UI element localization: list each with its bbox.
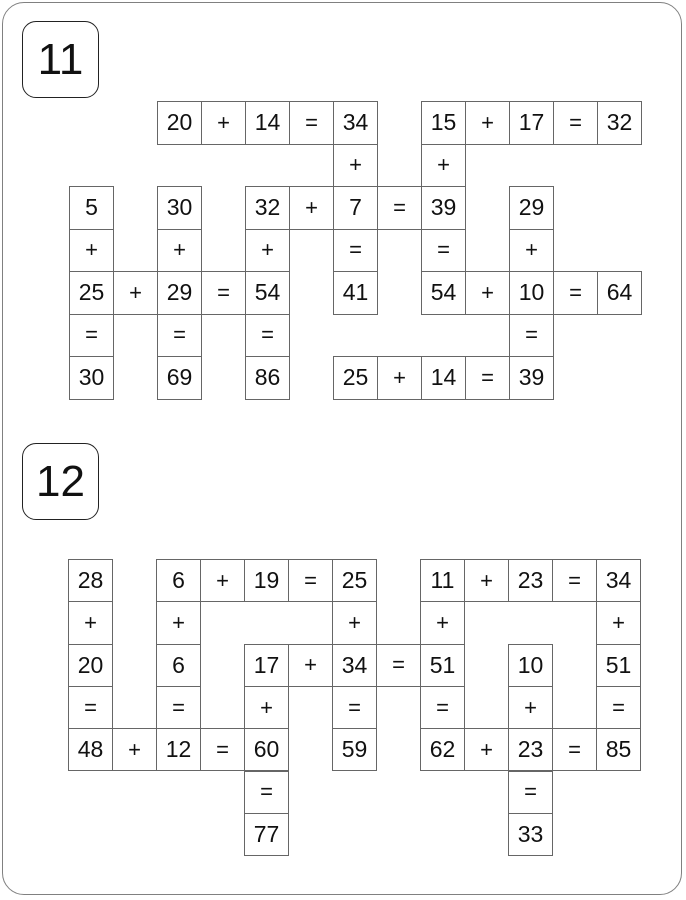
equals-operator-cell: = xyxy=(508,771,553,814)
equals-operator-cell: = xyxy=(377,186,422,230)
plus-operator-cell: + xyxy=(244,686,289,729)
equals-operator-cell: = xyxy=(596,686,641,729)
plus-operator-cell: + xyxy=(288,644,333,687)
number-cell[interactable]: 5 xyxy=(69,186,114,230)
plus-operator-cell: + xyxy=(508,686,553,729)
number-cell[interactable]: 30 xyxy=(157,186,202,230)
number-cell[interactable]: 23 xyxy=(508,559,553,602)
plus-operator-cell: + xyxy=(465,101,510,145)
number-cell[interactable]: 86 xyxy=(245,356,290,400)
plus-operator-cell: + xyxy=(420,601,465,644)
plus-operator-cell: + xyxy=(465,271,510,315)
equals-operator-cell: = xyxy=(156,686,201,729)
plus-operator-cell: + xyxy=(68,601,113,644)
plus-operator-cell: + xyxy=(332,601,377,644)
number-cell[interactable]: 60 xyxy=(244,728,289,771)
equals-operator-cell: = xyxy=(245,314,290,358)
number-cell[interactable]: 77 xyxy=(244,813,289,856)
number-cell[interactable]: 28 xyxy=(68,559,113,602)
number-cell[interactable]: 14 xyxy=(421,356,466,400)
plus-operator-cell: + xyxy=(156,601,201,644)
equals-operator-cell: = xyxy=(553,271,598,315)
equals-operator-cell: = xyxy=(200,728,245,771)
number-cell[interactable]: 29 xyxy=(509,186,554,230)
equals-operator-cell: = xyxy=(553,101,598,145)
number-cell[interactable]: 10 xyxy=(509,271,554,315)
number-cell[interactable]: 85 xyxy=(596,728,641,771)
plus-operator-cell: + xyxy=(157,229,202,273)
equals-operator-cell: = xyxy=(421,229,466,273)
number-cell[interactable]: 25 xyxy=(333,356,378,400)
equals-operator-cell: = xyxy=(288,559,333,602)
equals-operator-cell: = xyxy=(201,271,246,315)
equals-operator-cell: = xyxy=(376,644,421,687)
number-cell[interactable]: 12 xyxy=(156,728,201,771)
plus-operator-cell: + xyxy=(333,144,378,188)
number-cell[interactable]: 34 xyxy=(332,644,377,687)
number-cell[interactable]: 25 xyxy=(69,271,114,315)
equals-operator-cell: = xyxy=(552,728,597,771)
number-cell[interactable]: 30 xyxy=(69,356,114,400)
plus-operator-cell: + xyxy=(69,229,114,273)
equals-operator-cell: = xyxy=(69,314,114,358)
number-cell[interactable]: 10 xyxy=(508,644,553,687)
number-cell[interactable]: 32 xyxy=(245,186,290,230)
plus-operator-cell: + xyxy=(201,101,246,145)
number-cell[interactable]: 34 xyxy=(596,559,641,602)
number-cell[interactable]: 54 xyxy=(245,271,290,315)
equals-operator-cell: = xyxy=(509,314,554,358)
plus-operator-cell: + xyxy=(377,356,422,400)
equals-operator-cell: = xyxy=(289,101,334,145)
number-cell[interactable]: 41 xyxy=(333,271,378,315)
plus-operator-cell: + xyxy=(112,728,157,771)
plus-operator-cell: + xyxy=(596,601,641,644)
equals-operator-cell: = xyxy=(420,686,465,729)
number-cell[interactable]: 14 xyxy=(245,101,290,145)
equals-operator-cell: = xyxy=(465,356,510,400)
number-cell[interactable]: 33 xyxy=(508,813,553,856)
number-cell[interactable]: 29 xyxy=(157,271,202,315)
equals-operator-cell: = xyxy=(68,686,113,729)
plus-operator-cell: + xyxy=(509,229,554,273)
number-cell[interactable]: 64 xyxy=(597,271,642,315)
number-cell[interactable]: 15 xyxy=(421,101,466,145)
number-cell[interactable]: 7 xyxy=(333,186,378,230)
equals-operator-cell: = xyxy=(332,686,377,729)
number-cell[interactable]: 23 xyxy=(508,728,553,771)
number-cell[interactable]: 17 xyxy=(509,101,554,145)
plus-operator-cell: + xyxy=(245,229,290,273)
number-cell[interactable]: 20 xyxy=(68,644,113,687)
plus-operator-cell: + xyxy=(113,271,158,315)
number-cell[interactable]: 25 xyxy=(332,559,377,602)
number-cell[interactable]: 11 xyxy=(420,559,465,602)
puzzle-number-badge: 12 xyxy=(22,443,99,520)
number-cell[interactable]: 20 xyxy=(157,101,202,145)
plus-operator-cell: + xyxy=(421,144,466,188)
number-cell[interactable]: 51 xyxy=(596,644,641,687)
plus-operator-cell: + xyxy=(464,559,509,602)
number-cell[interactable]: 32 xyxy=(597,101,642,145)
number-cell[interactable]: 6 xyxy=(156,644,201,687)
number-cell[interactable]: 48 xyxy=(68,728,113,771)
number-cell[interactable]: 59 xyxy=(332,728,377,771)
number-cell[interactable]: 39 xyxy=(421,186,466,230)
equals-operator-cell: = xyxy=(244,771,289,814)
number-cell[interactable]: 19 xyxy=(244,559,289,602)
puzzle-number-badge: 11 xyxy=(22,21,99,98)
number-cell[interactable]: 54 xyxy=(421,271,466,315)
plus-operator-cell: + xyxy=(200,559,245,602)
number-cell[interactable]: 62 xyxy=(420,728,465,771)
number-cell[interactable]: 39 xyxy=(509,356,554,400)
number-cell[interactable]: 34 xyxy=(333,101,378,145)
plus-operator-cell: + xyxy=(289,186,334,230)
number-cell[interactable]: 17 xyxy=(244,644,289,687)
number-cell[interactable]: 69 xyxy=(157,356,202,400)
equals-operator-cell: = xyxy=(157,314,202,358)
plus-operator-cell: + xyxy=(464,728,509,771)
equals-operator-cell: = xyxy=(552,559,597,602)
number-cell[interactable]: 51 xyxy=(420,644,465,687)
equals-operator-cell: = xyxy=(333,229,378,273)
number-cell[interactable]: 6 xyxy=(156,559,201,602)
